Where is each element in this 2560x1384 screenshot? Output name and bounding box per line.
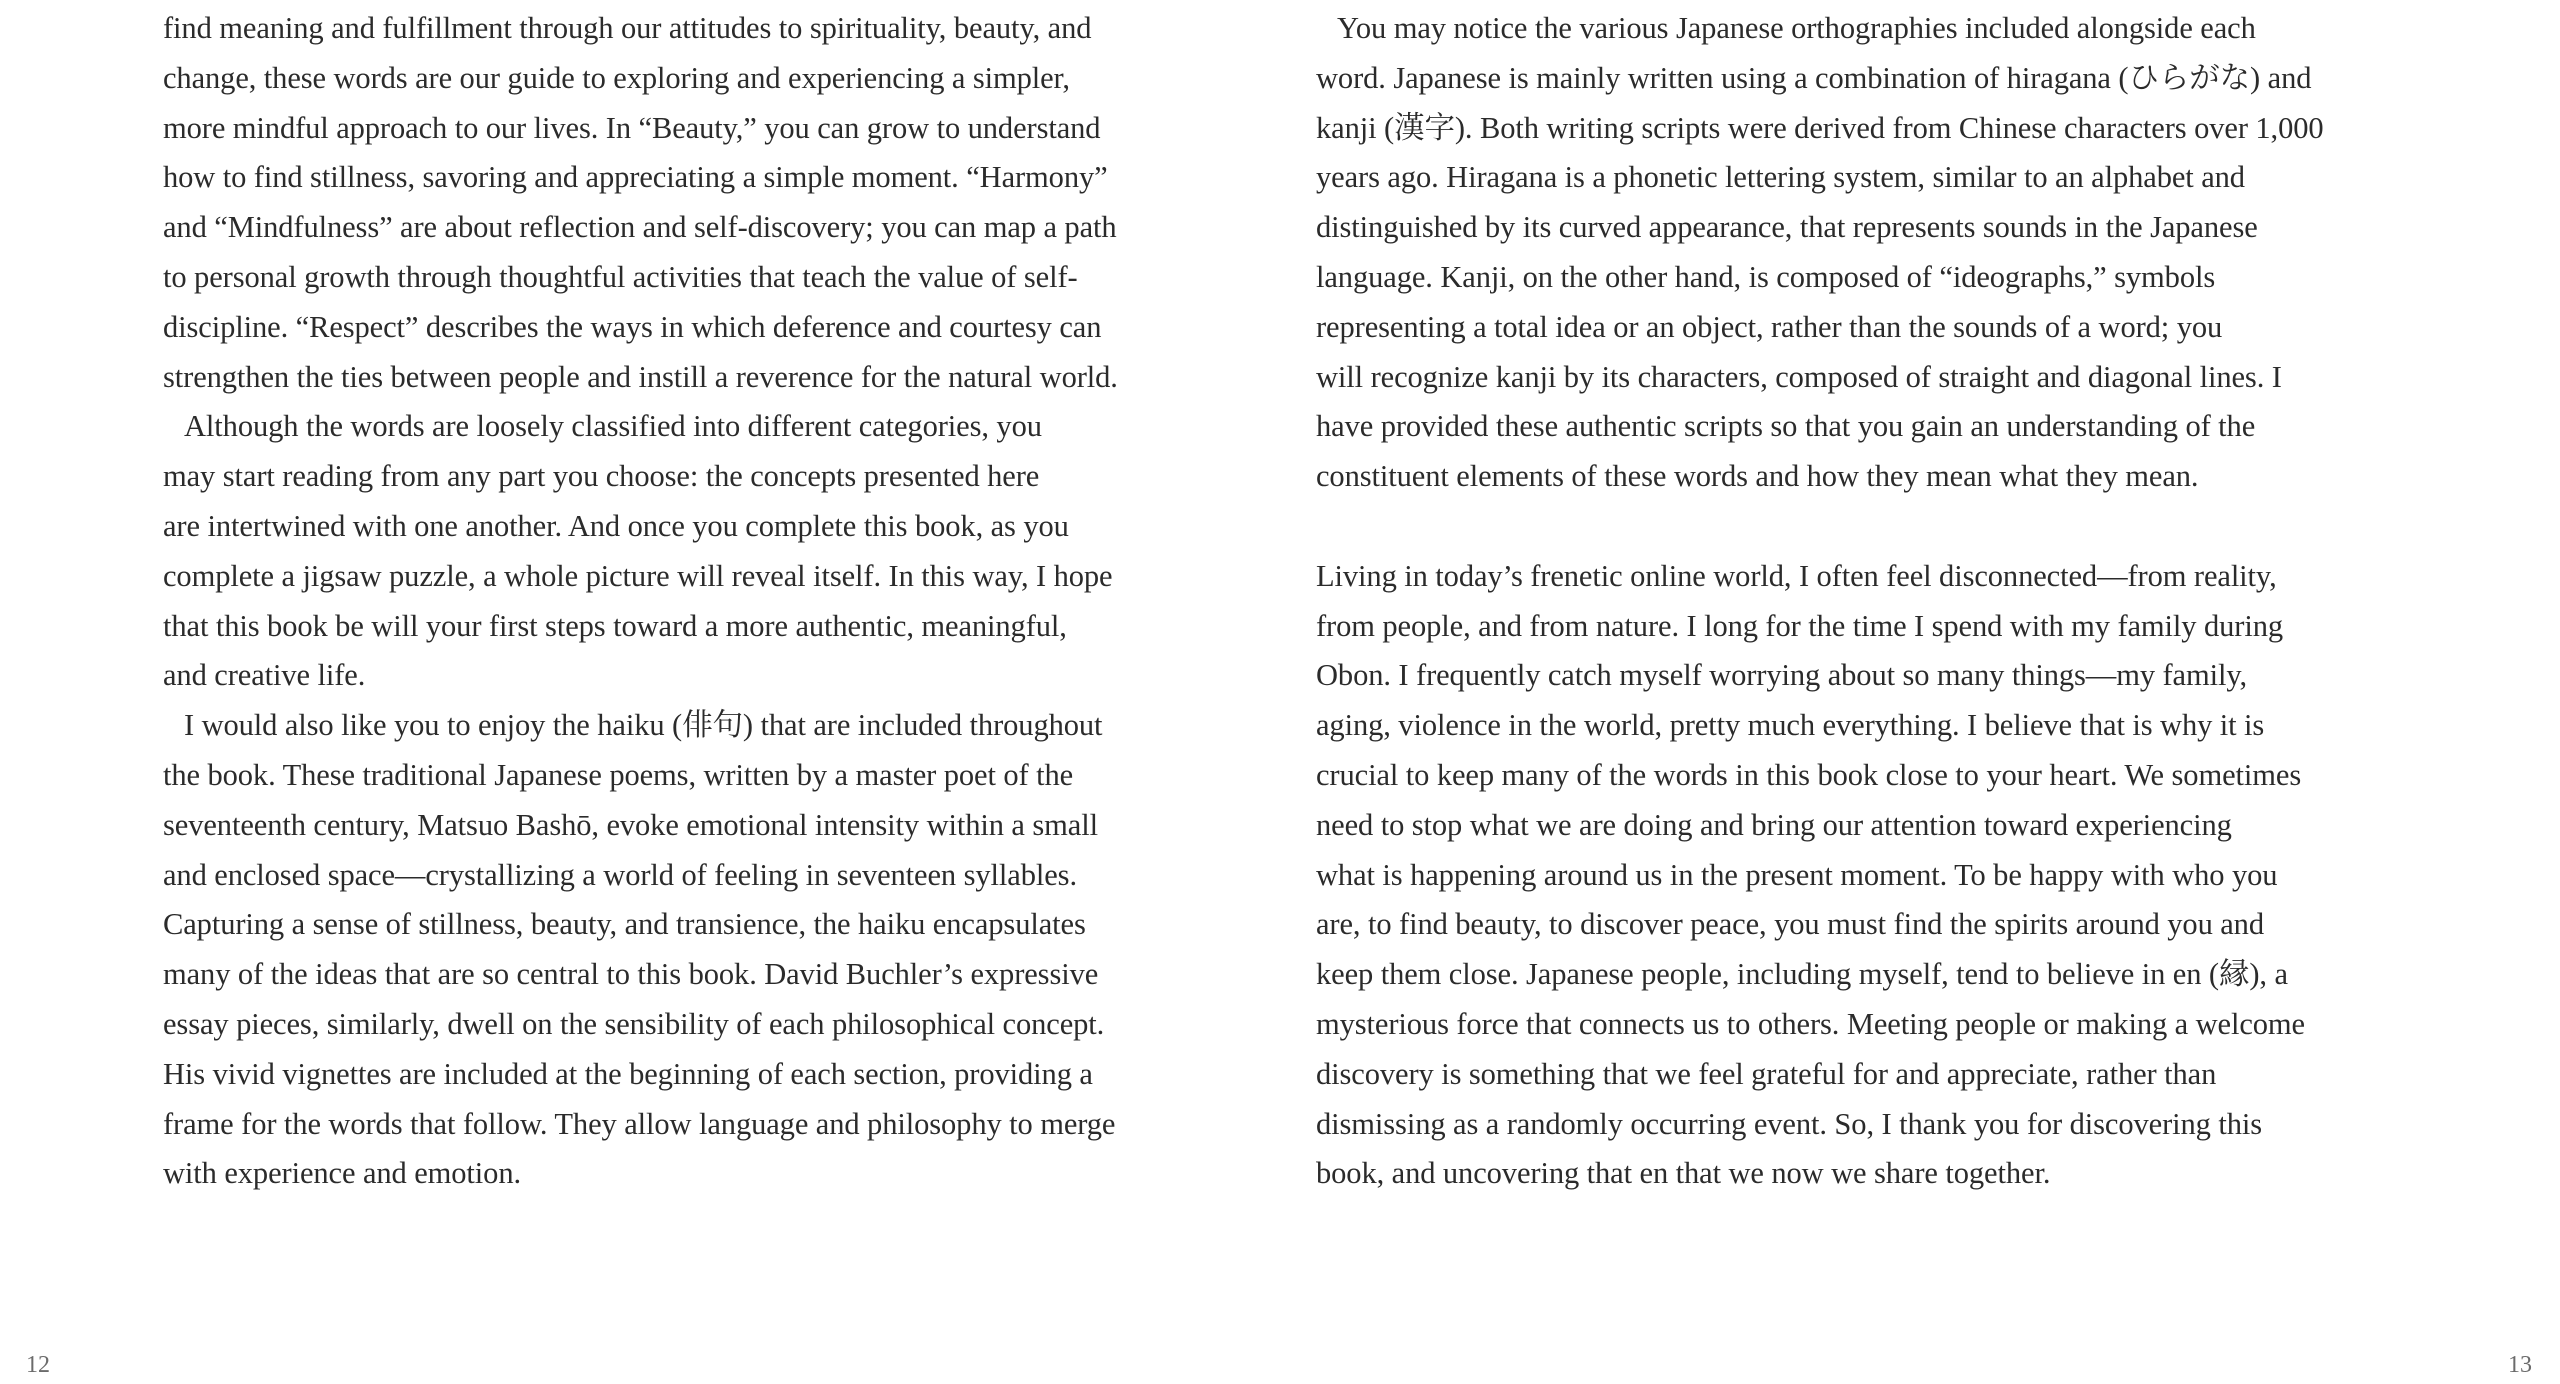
left-paragraph-2 <box>163 402 1225 701</box>
text-line: change, these words are our guide to exploring and experiencing a simpler, <box>163 60 1070 95</box>
text-line: are, to find beauty, to discover peace, you must find the spirits around you and <box>1316 907 2264 942</box>
text-line: and creative life. <box>163 658 366 693</box>
text-line: Living in today’s frenetic online world, I often feel disconnected—from reality, <box>1316 558 2277 593</box>
text-line: the book. These traditional Japanese poems, written by a master poet of the <box>163 757 1074 792</box>
right-text-column <box>1316 4 2386 1199</box>
text-line: Although the words are loosely classified into different categories, you <box>184 409 1042 444</box>
text-line: that this book be will your first steps toward a more authentic, meaningful, <box>163 608 1067 643</box>
text-line: and enclosed space—crystallizing a world of feeling in seventeen syllables. <box>163 857 1077 892</box>
text-line: complete a jigsaw puzzle, a whole picture will reveal itself. In this way, I hope <box>163 558 1113 593</box>
left-paragraph-3 <box>163 701 1225 1199</box>
text-line: are intertwined with one another. And once you complete this book, as you <box>163 508 1069 543</box>
text-line: dismissing as a randomly occurring event. So, I thank you for discovering this <box>1316 1106 2263 1141</box>
text-line: find meaning and fulfillment through our attitudes to spirituality, beauty, and <box>163 11 1092 45</box>
text-line: Obon. I frequently catch myself worrying about so many things—my family, <box>1316 658 2248 693</box>
text-line: many of the ideas that are so central to this book. David Buchler’s expressive <box>163 957 1099 992</box>
text-line: keep them close. Japanese people, including myself, tend to believe in en (縁), a <box>1316 957 2288 992</box>
text-line: discovery is something that we feel grateful for and appreciate, rather than <box>1316 1056 2217 1091</box>
text-line: Capturing a sense of stillness, beauty, and transience, the haiku encapsulates <box>163 907 1086 942</box>
text-line: word. Japanese is mainly written using a combination of hiragana (ひらがな) and <box>1316 60 2312 95</box>
text-line: aging, violence in the world, pretty much everything. I believe that is why it is <box>1316 708 2265 743</box>
text-line: kanji (漢字). Both writing scripts were derived from Chinese characters over 1,000 <box>1316 110 2324 145</box>
right-paragraph-2 <box>1316 552 2386 1199</box>
text-line: crucial to keep many of the words in this book close to your heart. We sometimes <box>1316 757 2302 792</box>
text-line: You may notice the various Japanese orthographies included alongside each <box>1337 11 2256 45</box>
left-paragraph-1 <box>163 4 1225 402</box>
paragraph-gap <box>1316 502 2386 552</box>
text-line: to personal growth through thoughtful activities that teach the value of self- <box>163 259 1078 294</box>
text-line: strengthen the ties between people and instill a reverence for the natural world. <box>163 359 1118 394</box>
text-line: constituent elements of these words and how they mean what they mean. <box>1316 459 2199 494</box>
text-line: more mindful approach to our lives. In “Beauty,” you can grow to understand <box>163 110 1101 145</box>
text-line: mysterious force that connects us to others. Meeting people or making a welcome <box>1316 1006 2305 1041</box>
text-line: frame for the words that follow. They allow language and philosophy to merge <box>163 1106 1116 1141</box>
page-number-right: 13 <box>2508 1352 2532 1378</box>
right-page <box>1280 0 2560 1384</box>
text-line: His vivid vignettes are included at the beginning of each section, providing a <box>163 1056 1093 1091</box>
text-line: book, and uncovering that en that we now we share together. <box>1316 1156 2051 1191</box>
text-line: with experience and emotion. <box>163 1156 521 1191</box>
text-line: have provided these authentic scripts so that you gain an understanding of the <box>1316 409 2256 444</box>
text-line: discipline. “Respect” describes the ways in which deference and courtesy can <box>163 309 1102 344</box>
text-line: years ago. Hiragana is a phonetic lettering system, similar to an alphabet and <box>1316 160 2245 195</box>
page-number-left: 12 <box>26 1352 50 1378</box>
text-line: essay pieces, similarly, dwell on the sensibility of each philosophical concept. <box>163 1006 1105 1041</box>
text-line: may start reading from any part you choose: the concepts presented here <box>163 459 1040 494</box>
text-line: will recognize kanji by its characters, composed of straight and diagonal lines. I <box>1316 359 2282 394</box>
text-line: seventeenth century, Matsuo Bashō, evoke emotional intensity within a small <box>163 807 1098 842</box>
text-line: language. Kanji, on the other hand, is composed of “ideographs,” symbols <box>1316 259 2216 294</box>
text-line: and “Mindfulness” are about reflection and self-discovery; you can map a path <box>163 210 1117 245</box>
text-line: how to find stillness, savoring and appreciating a simple moment. “Harmony” <box>163 160 1108 195</box>
text-line: representing a total idea or an object, rather than the sounds of a word; you <box>1316 309 2223 344</box>
text-line: need to stop what we are doing and bring our attention toward experiencing <box>1316 807 2232 842</box>
right-paragraph-1 <box>1316 4 2386 502</box>
left-text-column <box>163 4 1225 1199</box>
text-line: from people, and from nature. I long for the time I spend with my family during <box>1316 608 2284 643</box>
text-line: distinguished by its curved appearance, that represents sounds in the Japanese <box>1316 210 2258 245</box>
text-line: I would also like you to enjoy the haiku (俳句) that are included throughout <box>184 708 1103 743</box>
text-line: what is happening around us in the present moment. To be happy with who you <box>1316 857 2278 892</box>
